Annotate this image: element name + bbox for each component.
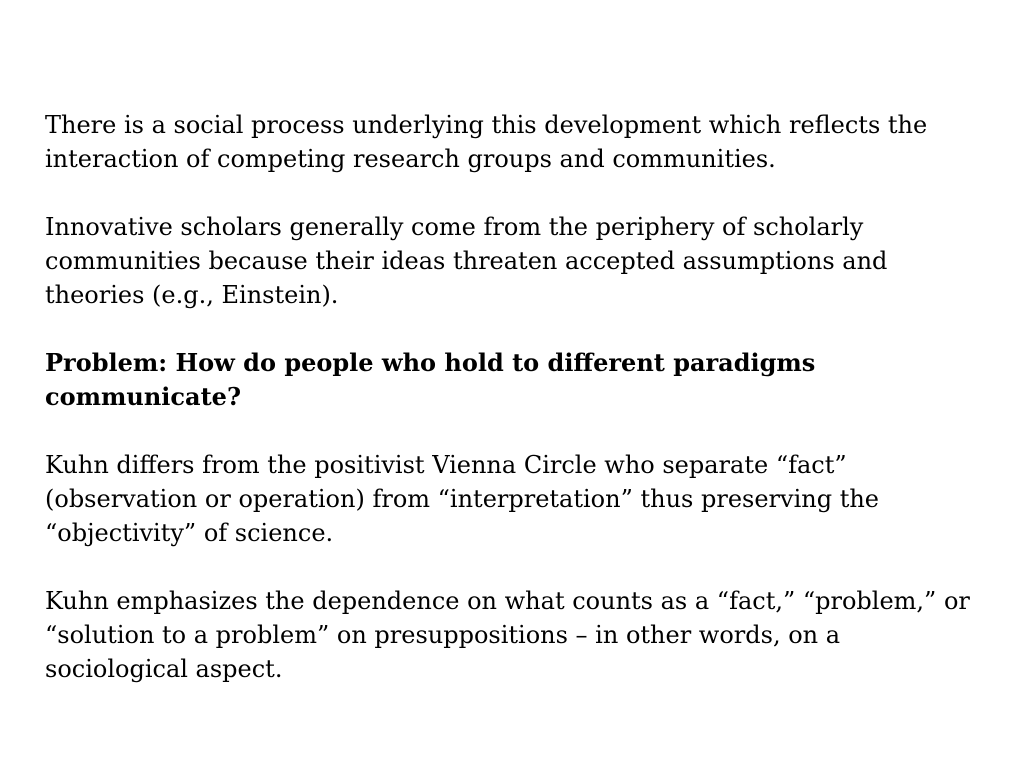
paragraph-problem-statement: Problem: How do people who hold to different paradigms communicate? — [45, 348, 816, 411]
paragraph-vienna-circle: Kuhn differs from the positivist Vienna Circle who separate “fact” (observation or operation) from “interpretation” thus preserving the “objectivity” of science. — [45, 451, 880, 547]
paragraph-innovative-scholars: Innovative scholars generally come from the periphery of scholarly communities because their ideas threaten accepted assumptions and theories (e.g., Einstein). — [45, 213, 888, 309]
paragraph-social-process: There is a social process underlying this development which reflects the interaction of competing research groups and communities. — [45, 111, 928, 173]
slide-body — [45, 108, 985, 686]
paragraph-kuhn-emphasis: Kuhn emphasizes the dependence on what counts as a “fact,” “problem,” or “solution to a problem” on presuppositions – in other words, on a sociological aspect. — [45, 587, 970, 683]
